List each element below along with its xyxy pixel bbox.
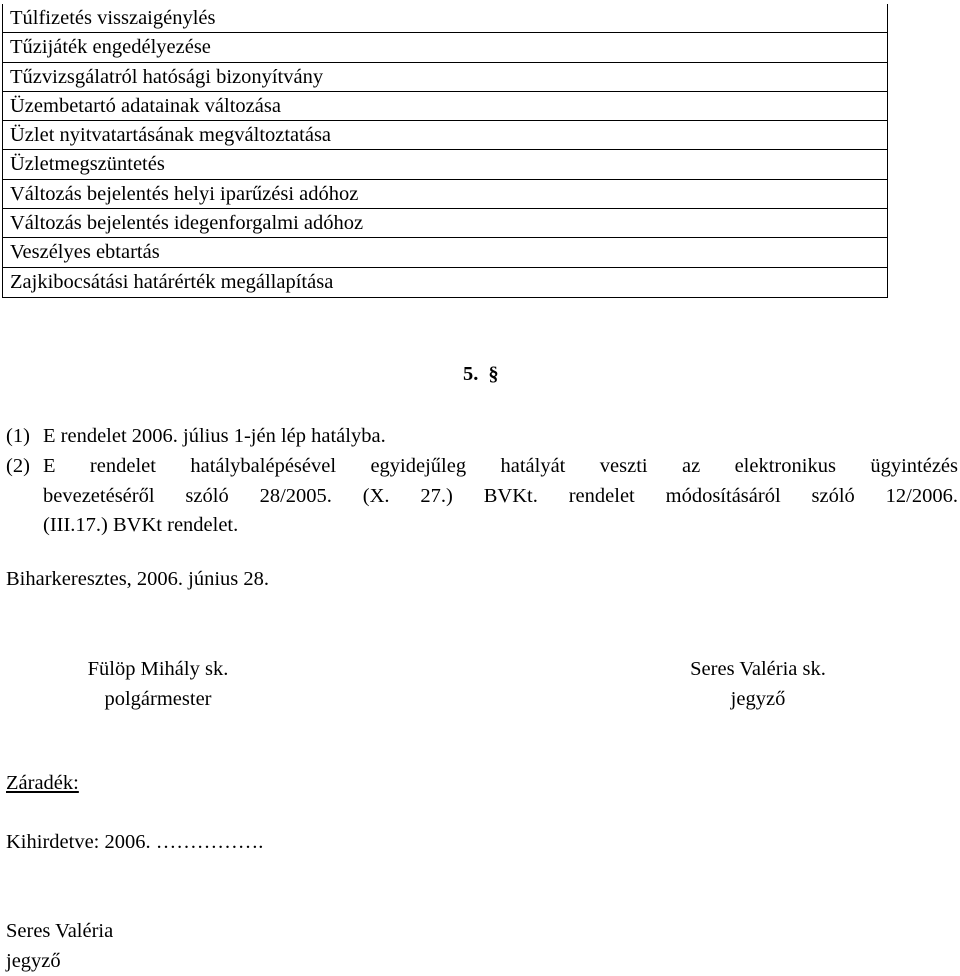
section-heading: [463, 363, 499, 386]
paragraph-number: (1): [6, 425, 30, 447]
signer-title: jegyző: [730, 687, 786, 710]
paragraph-line: bevezetéséről szóló 28/2005. (X. 27.) BVKt. rendelet módosításáról szóló 12/2006.: [43, 484, 958, 507]
paragraph-2: [6, 452, 958, 541]
list-item: Változás bejelentés helyi iparűzési adóhoz: [3, 180, 887, 209]
services-list-table: [2, 4, 888, 298]
signer-notary: [658, 655, 858, 714]
section-number: 5.: [463, 363, 479, 385]
paragraph-text: E rendelet hatálybalépésével egyidejűleg hatályát veszti az elektronikus ügyintézés: [43, 455, 958, 477]
list-item: Túlfizetés visszaigénylés: [3, 4, 887, 33]
section-symbol: §: [488, 363, 499, 385]
paragraph-line: [6, 452, 958, 482]
list-item: Üzembetartó adatainak változása: [3, 92, 887, 121]
place-date: Biharkeresztes, 2006. június 28.: [6, 568, 270, 590]
list-item: Változás bejelentés idegenforgalmi adóhoz: [3, 209, 887, 238]
signer-title: jegyző: [6, 949, 61, 972]
clause-signer: [6, 917, 113, 976]
list-item: Üzletmegszüntetés: [3, 150, 887, 179]
clause-label: Záradék:: [6, 772, 79, 794]
list-item: Tűzijáték engedélyezése: [3, 33, 887, 62]
signer-name: Seres Valéria: [6, 920, 114, 942]
list-item: Üzlet nyitvatartásának megváltoztatása: [3, 121, 887, 150]
paragraph-text: E rendelet 2006. július 1-jén lép hatályba.: [43, 425, 386, 447]
signer-mayor: [58, 655, 258, 714]
publication-line: Kihirdetve: 2006. …………….: [6, 831, 264, 853]
list-item: Veszélyes ebtartás: [3, 238, 887, 267]
signer-title: polgármester: [104, 687, 212, 710]
signer-name: Seres Valéria sk.: [690, 658, 826, 680]
paragraph-number: (2): [6, 455, 30, 477]
signer-name: Fülöp Mihály sk.: [87, 658, 229, 680]
paragraph-line: (III.17.) BVKt rendelet.: [43, 514, 239, 536]
paragraph-1: [6, 422, 958, 452]
list-item: Zajkibocsátási határérték megállapítása: [10, 270, 334, 293]
list-item: Tűzvizsgálatról hatósági bizonyítvány: [3, 63, 887, 92]
